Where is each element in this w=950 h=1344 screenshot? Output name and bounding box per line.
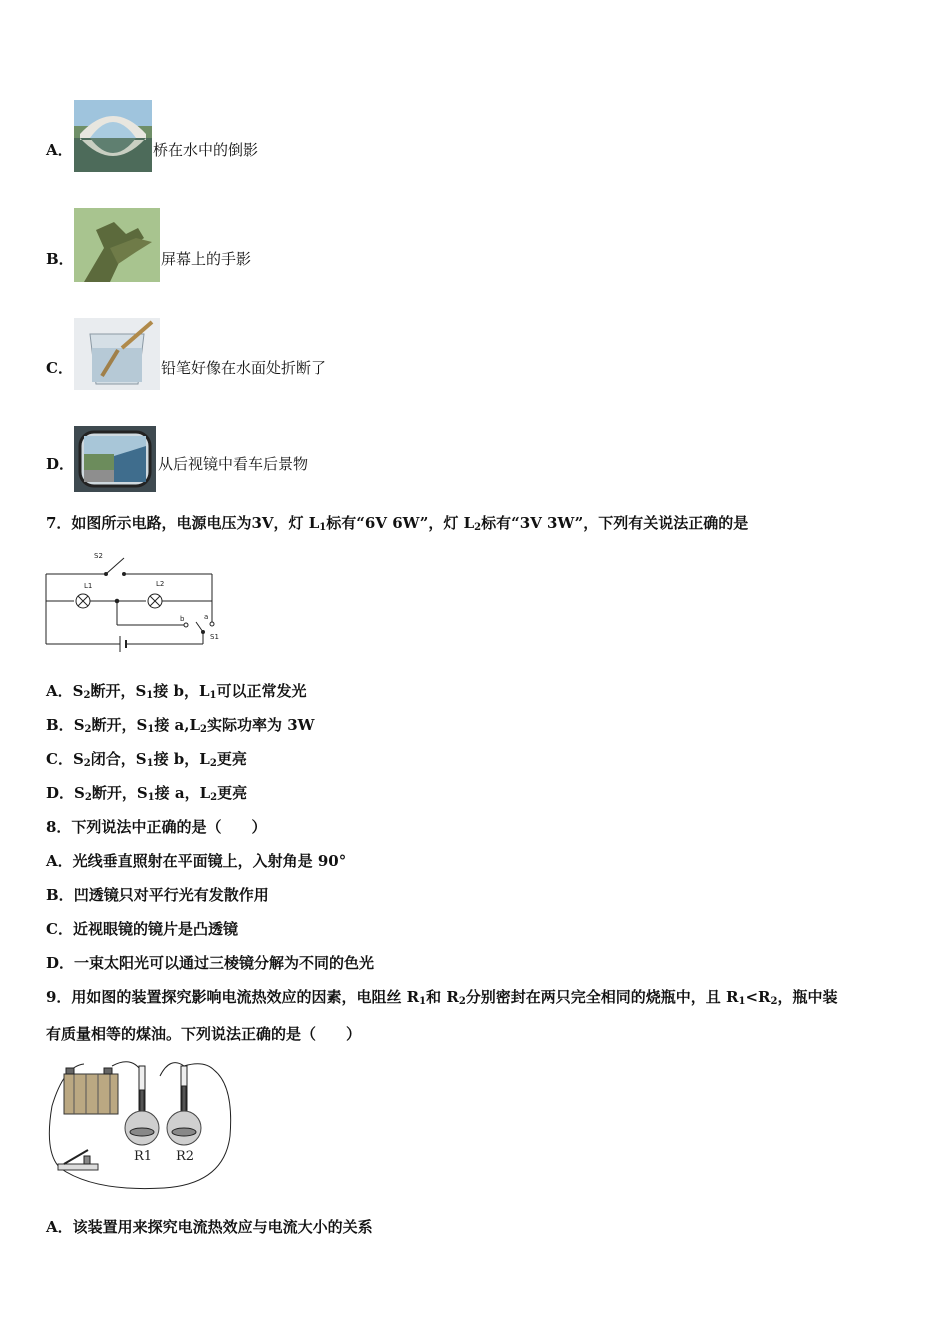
q6-option-c-text: 铅笔好像在水面处折断了 bbox=[161, 359, 327, 377]
q7-option-c: C．$S_2$闭合，$S_1$接 b，$L_2$更亮 bbox=[46, 750, 247, 769]
q7-label-l2: L2 bbox=[156, 580, 165, 588]
q6-option-a: A． bbox=[46, 141, 73, 159]
q7-label-s2: S2 bbox=[94, 552, 103, 560]
q8-option-a: A．光线垂直照射在平面镜上，入射角是 90° bbox=[46, 852, 347, 870]
q9-label-r2: R2 bbox=[176, 1149, 195, 1164]
q7-label-b: b bbox=[180, 615, 185, 623]
q8-stem: 8．下列说法中正确的是（ ） bbox=[46, 818, 267, 836]
q7-option-b: B．$S_2$断开，$S_1$接 $a,L_2$实际功率为 3W bbox=[46, 716, 315, 735]
q7-label-l1: L1 bbox=[84, 582, 93, 590]
q9-apparatus-figure bbox=[44, 1056, 236, 1192]
q7-stem: 7．如图所示电路，电源电压为3V，灯 $L_1$标有“6V 6W”，灯 $L_2$标有“3V 3W”，下列有关说法正确的是 bbox=[46, 514, 749, 533]
q7-circuit-diagram bbox=[40, 546, 230, 668]
bridge-reflection-photo bbox=[74, 100, 152, 172]
q8-option-c: C．近视眼镜的镜片是凸透镜 bbox=[46, 920, 238, 938]
q9-label-r1: R1 bbox=[134, 1149, 153, 1164]
q9-stem-line2: 有质量相等的煤油。下列说法正确的是（ ） bbox=[46, 1025, 362, 1043]
q6-option-d: D． bbox=[46, 455, 75, 473]
q6-option-a-text: 桥在水中的倒影 bbox=[153, 141, 259, 159]
q8-option-d: D．一束太阳光可以通过三棱镜分解为不同的色光 bbox=[46, 954, 375, 972]
q9-option-a: A．该装置用来探究电流热效应与电流大小的关系 bbox=[46, 1218, 373, 1236]
q6-option-b-text: 屏幕上的手影 bbox=[161, 250, 252, 268]
hand-shadow-photo bbox=[74, 208, 160, 282]
q6-option-b: B． bbox=[46, 250, 74, 268]
q6-option-d-text: 从后视镜中看车后景物 bbox=[158, 455, 309, 473]
q7-label-a: a bbox=[204, 613, 209, 621]
q7-option-d: D．$S_2$断开，$S_1$接 a，$L_2$更亮 bbox=[46, 784, 248, 803]
pencil-in-water-photo bbox=[74, 318, 160, 390]
q6-option-c: C． bbox=[46, 359, 73, 377]
q7-option-a: A．$S_2$断开，$S_1$接 b，$L_1$可以正常发光 bbox=[46, 682, 307, 701]
rearview-mirror-photo bbox=[74, 426, 156, 492]
q7-label-s1: S1 bbox=[210, 633, 219, 641]
q8-option-b: B．凹透镜只对平行光有发散作用 bbox=[46, 886, 269, 904]
q9-stem-line1: 9．用如图的装置探究影响电流热效应的因素，电阻丝 $R_1$和 $R_2$分别密封在两只完全相同的烧瓶中，且 $R_1<R_2$，瓶中装 bbox=[46, 988, 838, 1007]
